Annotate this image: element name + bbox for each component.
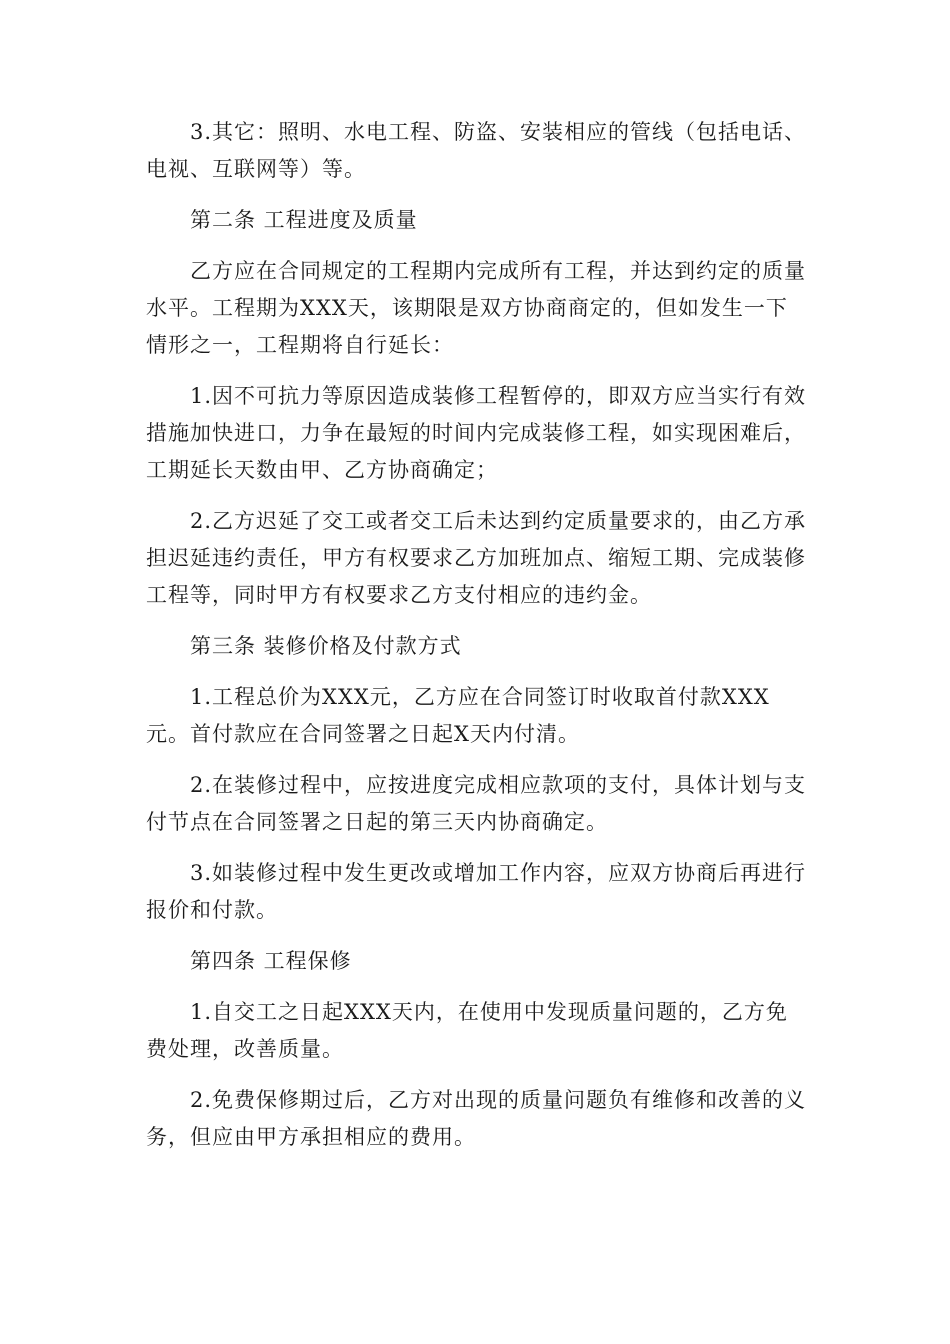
section-heading-article-3: 第三条 装修价格及付款方式 [190, 634, 462, 658]
section-heading-article-4: 第四条 工程保修 [190, 949, 352, 973]
paragraph-change-orders: 3.如装修过程中发生更改或增加工作内容，应双方协商后再进行报价和付款。 [146, 861, 807, 922]
section-heading-article-2: 第二条 工程进度及质量 [190, 208, 418, 232]
paragraph-payment-schedule: 2.在装修过程中，应按进度完成相应款项的支付，具体计划与支付节点在合同签署之日起的第三天内协商确定。 [146, 773, 807, 834]
paragraph-delay-liability: 2.乙方迟延了交工或者交工后未达到约定质量要求的，由乙方承担迟延违约责任，甲方有权要求乙方加班加点、缩短工期、完成装修工程等，同时甲方有权要求乙方支付相应的违约金。 [146, 509, 807, 607]
paragraph-free-warranty: 1.自交工之日起XXX天内，在使用中发现质量问题的，乙方免费处理，改善质量。 [146, 1000, 788, 1061]
paragraph-other-items: 3.其它：照明、水电工程、防盗、安装相应的管线（包括电话、电视、互联网等）等。 [146, 120, 807, 181]
paragraph-schedule-quality: 乙方应在合同规定的工程期内完成所有工程，并达到约定的质量水平。工程期为XXX天，该期限是双方协商商定的，但如发生一下情形之一，工程期将自行延长： [146, 259, 806, 357]
paragraph-total-price: 1.工程总价为XXX元，乙方应在合同签订时收取首付款XXX 元。首付款应在合同签署之日起X天内付清。 [146, 685, 770, 746]
paragraph-force-majeure: 1.因不可抗力等原因造成装修工程暂停的，即双方应当实行有效措施加快进口，力争在最短的时间内完成装修工程，如实现困难后，工期延长天数由甲、乙方协商确定； [146, 384, 807, 482]
document-body [146, 114, 808, 1170]
paragraph-post-warranty: 2.免费保修期过后，乙方对出现的质量问题负有维修和改善的义务，但应由甲方承担相应的费用。 [146, 1088, 807, 1149]
